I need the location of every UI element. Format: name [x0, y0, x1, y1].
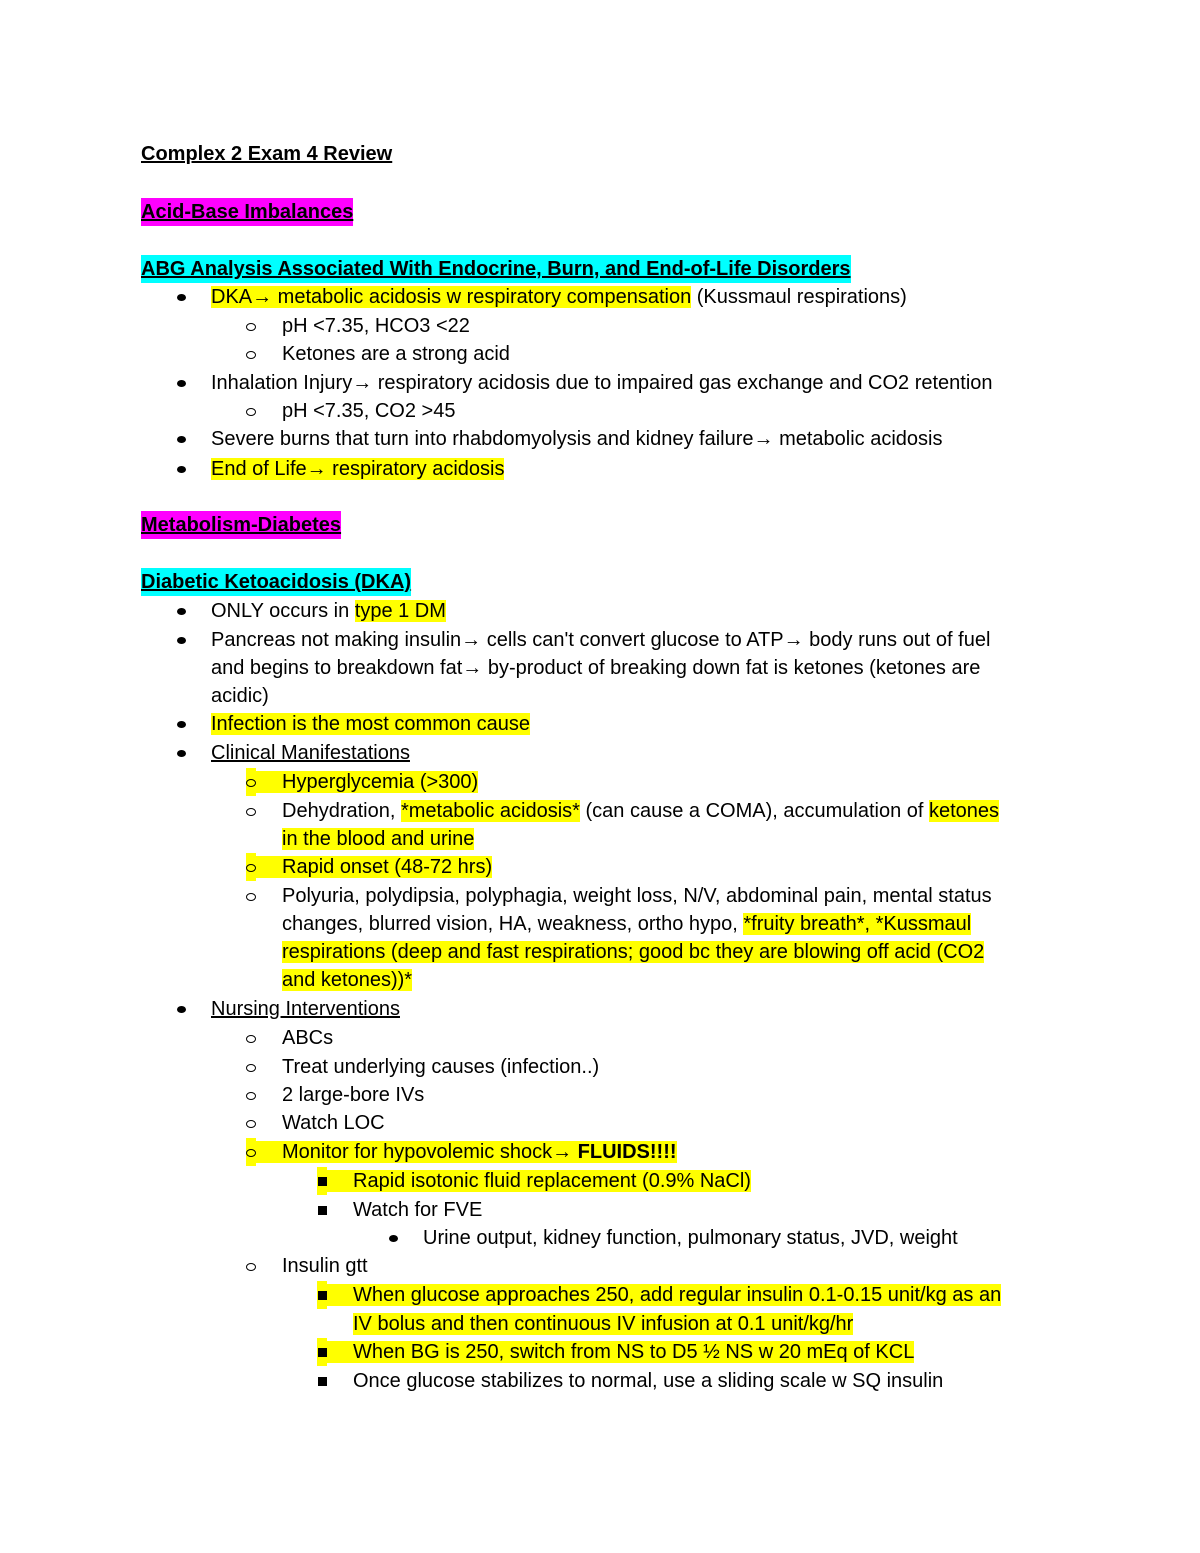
bg-250-highlight: When BG is 250, switch from NS to D5 ½ NS w 20 mEq of KCL	[327, 1341, 914, 1363]
bullet-square-icon	[317, 1338, 327, 1366]
list-item-pancreas-line1: Pancreas not making insulin→ cells can't convert glucose to ATP→ body runs out of fuel	[211, 629, 991, 651]
list-item-dehydration-line1	[282, 797, 999, 825]
list-item-dehydration-line2	[282, 825, 474, 853]
only-text: ONLY occurs in	[211, 600, 355, 622]
ketones-highlight: ketones	[929, 800, 1000, 822]
nursing-interventions-label: Nursing Interventions	[211, 998, 400, 1020]
type1-highlight: type 1 DM	[354, 600, 446, 622]
eol-highlight: End of Life→ respiratory acidosis	[211, 458, 505, 480]
hyperglycemia-highlight: Hyperglycemia (>300)	[256, 771, 478, 793]
bullet-circle-icon	[246, 340, 256, 368]
bullet-dot-icon	[176, 455, 186, 483]
list-item-polyuria-line4	[282, 966, 412, 994]
list-item-end-of-life	[211, 455, 504, 483]
bullet-circle-icon	[246, 1109, 256, 1137]
list-item-infection	[211, 710, 530, 738]
bullet-dot-icon	[388, 1224, 398, 1252]
fluids-highlight: FLUIDS!!!!	[577, 1141, 677, 1163]
bullet-circle-icon	[246, 312, 256, 340]
section-heading-acid-base: Acid-Base Imbalances	[141, 198, 353, 226]
bullet-square-icon	[317, 1196, 327, 1224]
bullet-dot-icon	[176, 995, 186, 1023]
list-item-severe-burns: Severe burns that turn into rhabdomyolysis and kidney failure→ metabolic acidosis	[211, 428, 943, 450]
infection-highlight: Infection is the most common cause	[211, 713, 531, 735]
list-item-glucose-250-line1	[327, 1281, 1001, 1309]
bullet-dot-icon	[176, 369, 186, 397]
bullet-square-icon	[317, 1167, 327, 1195]
subheading-dka: Diabetic Ketoacidosis (DKA)	[141, 568, 411, 596]
subheading-abg-analysis: ABG Analysis Associated With Endocrine, Burn, and End-of-Life Disorders	[141, 255, 851, 283]
document-title: Complex 2 Exam 4 Review	[141, 143, 393, 165]
bullet-dot-icon	[176, 597, 186, 625]
bullet-dot-icon	[176, 626, 186, 654]
coma-text: (can cause a COMA), accumulation of	[579, 800, 929, 822]
bullet-dot-icon	[176, 283, 186, 311]
respirations-highlight: respirations (deep and fast respirations; good bc they are blowing off acid (CO2	[282, 941, 985, 963]
list-item-ketones-acid: Ketones are a strong acid	[282, 343, 510, 365]
list-item-dka-ph: pH <7.35, HCO3 <22	[282, 315, 470, 337]
list-item-watch-fve: Watch for FVE	[353, 1199, 483, 1221]
fruity-breath-highlight: *fruity breath*, *Kussmaul	[743, 913, 972, 935]
list-item-dka	[211, 283, 907, 311]
list-item-polyuria-line1: Polyuria, polydipsia, polyphagia, weight loss, N/V, abdominal pain, mental status	[282, 885, 992, 907]
section-heading-metabolism: Metabolism-Diabetes	[141, 511, 341, 539]
bullet-circle-icon	[246, 768, 256, 796]
dehydration-text: Dehydration,	[282, 800, 401, 822]
list-item-urine-output: Urine output, kidney function, pulmonary status, JVD, weight	[423, 1227, 958, 1249]
list-item-abcs: ABCs	[282, 1027, 334, 1049]
list-item-bg-250	[327, 1338, 914, 1366]
glucose-250-highlight: When glucose approaches 250, add regular insulin 0.1-0.15 unit/kg as an	[327, 1284, 1001, 1306]
list-item-sliding-scale: Once glucose stabilizes to normal, use a sliding scale w SQ insulin	[353, 1370, 944, 1392]
changes-text: changes, blurred vision, HA, weakness, ortho hypo,	[282, 913, 744, 935]
blood-urine-highlight: in the blood and urine	[282, 828, 475, 850]
ketones-close-highlight: and ketones))*	[282, 969, 413, 991]
rapid-onset-highlight: Rapid onset (48-72 hrs)	[256, 856, 492, 878]
list-item-insulin-gtt: Insulin gtt	[282, 1255, 368, 1277]
bullet-square-icon	[317, 1367, 327, 1395]
list-item-inhalation-ph: pH <7.35, CO2 >45	[282, 400, 456, 422]
bullet-circle-icon	[246, 1053, 256, 1081]
dka-highlight: DKA→ metabolic acidosis w respiratory compensation	[211, 286, 692, 308]
bullet-circle-icon	[246, 882, 256, 910]
bullet-circle-icon	[246, 1138, 256, 1166]
bullet-circle-icon	[246, 1081, 256, 1109]
dka-note: (Kussmaul respirations)	[691, 286, 907, 308]
metabolic-acidosis-highlight: *metabolic acidosis*	[400, 800, 580, 822]
iv-bolus-highlight: IV bolus and then continuous IV infusion at 0.1 unit/kg/hr	[353, 1313, 854, 1335]
clinical-manifestations-label: Clinical Manifestations	[211, 742, 410, 764]
isotonic-highlight: Rapid isotonic fluid replacement (0.9% NaCl)	[327, 1170, 751, 1192]
list-item-isotonic-fluid	[327, 1167, 751, 1195]
bullet-dot-icon	[176, 739, 186, 767]
list-item-treat-causes: Treat underlying causes (infection..)	[282, 1056, 600, 1078]
list-item-pancreas-line3: acidic)	[211, 685, 269, 707]
list-item-glucose-250-line2	[353, 1310, 853, 1338]
bullet-circle-icon	[246, 853, 256, 881]
list-item-inhalation-injury: Inhalation Injury→ respiratory acidosis due to impaired gas exchange and CO2 retention	[211, 372, 993, 394]
bullet-dot-icon	[176, 710, 186, 738]
bullet-circle-icon	[246, 797, 256, 825]
bullet-circle-icon	[246, 1024, 256, 1052]
list-item-watch-loc: Watch LOC	[282, 1112, 385, 1134]
list-item-polyuria-line2	[282, 910, 971, 938]
list-item-rapid-onset	[256, 853, 492, 881]
list-item-pancreas-line2: and begins to breakdown fat→ by-product of breaking down fat is ketones (ketones are	[211, 657, 981, 679]
bullet-dot-icon	[176, 425, 186, 453]
list-item-polyuria-line3	[282, 938, 984, 966]
list-item-large-bore-ivs: 2 large-bore IVs	[282, 1084, 425, 1106]
list-item-hyperglycemia	[256, 768, 478, 796]
bullet-circle-icon	[246, 1252, 256, 1280]
list-item-only-type1	[211, 597, 446, 625]
bullet-square-icon	[317, 1281, 327, 1309]
monitor-shock-highlight: Monitor for hypovolemic shock→	[256, 1141, 578, 1163]
list-item-monitor-shock	[256, 1138, 677, 1166]
bullet-circle-icon	[246, 397, 256, 425]
